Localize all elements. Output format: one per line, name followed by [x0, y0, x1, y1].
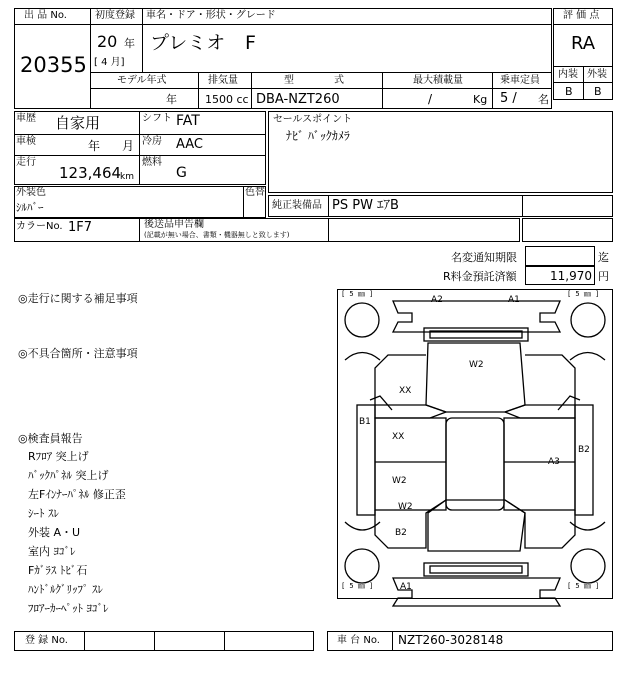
equipment-label: 純正装備品	[272, 200, 322, 211]
fuel-label: 燃料	[142, 157, 162, 168]
chassis-no: NZT260-3028148	[398, 633, 504, 647]
wheel-front-left	[345, 303, 379, 337]
first-reg-year: 20	[97, 32, 118, 51]
tire-mark: [ 5 ㎜ ]	[567, 290, 600, 298]
inspector-item: ﾊﾝﾄﾞﾙｸﾞﾘｯﾌﾟ ｽﾚ	[28, 583, 103, 596]
first-reg-month: [ 4 月]	[94, 57, 125, 68]
front-fender-left	[375, 355, 426, 405]
model-type-label: 型 式	[284, 75, 344, 86]
history: 自家用	[55, 114, 101, 132]
tire-mark: [ 5 ㎜ ]	[341, 290, 374, 298]
side-right	[504, 418, 575, 510]
mileage: 123,464	[59, 164, 122, 182]
max-load-label: 最大積載量	[413, 75, 463, 86]
inspection-label: 車検	[16, 136, 36, 147]
model-type: DBA-NZT260	[256, 92, 340, 107]
model-year-unit: 年	[166, 93, 177, 106]
interior: B	[565, 85, 573, 98]
shift: FAT	[176, 113, 200, 129]
max-load-unit: Kg	[473, 93, 488, 106]
tire-mark: [ 5 ㎜ ]	[341, 582, 374, 590]
inspector-item: 室内 ﾖｺﾞﾚ	[28, 545, 76, 558]
history-label: 車歴	[16, 113, 36, 124]
exterior-label: 外装	[587, 69, 607, 80]
wheel-front-right	[571, 303, 605, 337]
car-name: プレミオ	[150, 32, 226, 54]
capacity-label: 乗車定員	[500, 75, 540, 86]
inspection-year: 年	[88, 139, 101, 153]
damage-label: B2	[395, 528, 407, 538]
first-reg-label: 初度登録	[95, 10, 135, 21]
mileage-unit: km	[120, 172, 134, 182]
damage-label: A1	[508, 295, 520, 305]
after-report-note: (記載が無い場合、書類・機器無しと致します)	[144, 231, 290, 239]
interior-label: 内装	[558, 69, 578, 80]
inspector-item: 外装 A・U	[28, 526, 81, 539]
model-year-label: モデル年式	[117, 75, 167, 86]
displacement: 1500 cc	[205, 93, 249, 106]
displacement-label: 排気量	[208, 75, 238, 86]
color-change-label: 色替	[245, 187, 265, 198]
damage-label: XX	[392, 432, 405, 442]
inspection-month: 月	[122, 139, 135, 153]
aircon-label: 冷房	[142, 136, 162, 147]
inspector-item: ﾌﾛｱｰｶｰﾍﾟｯﾄ ﾖｺﾞﾚ	[28, 602, 109, 615]
chassis-label: 車 台 No.	[337, 635, 380, 646]
inspector-item: Rﾌﾛｱ 突上げ	[28, 450, 89, 463]
grade: F	[245, 32, 256, 54]
color-no-label: カラーNo.	[16, 221, 63, 232]
equipment: PS PW ｴｱB	[332, 198, 399, 213]
color-no: 1F7	[68, 220, 93, 235]
inspector-item: ｼｰﾄ ｽﾚ	[28, 507, 59, 520]
damage-label: XX	[399, 386, 412, 396]
inspector-item: Fｶﾞﾗｽ ﾄﾋﾞ石	[28, 564, 88, 577]
rear-bumper	[393, 578, 560, 606]
defects-title: ◎不具合箇所・注意事項	[18, 347, 138, 360]
damage-label: A1	[400, 582, 412, 592]
front-fender-right	[525, 355, 575, 405]
max-load-slash: /	[428, 92, 433, 106]
recycle-value: 11,970	[550, 269, 592, 283]
after-report-label: 後送品申告欄	[144, 219, 204, 230]
front-plate	[424, 328, 528, 341]
wheel-rear-left	[345, 549, 379, 583]
roof	[446, 418, 504, 510]
damage-label: B2	[578, 445, 590, 455]
ext-color-label: 外装色	[16, 187, 46, 198]
sales-point-label: セールスポイント	[273, 114, 353, 125]
fuel: G	[176, 165, 187, 181]
inspector-title: ◎検査員報告	[18, 432, 83, 445]
lot-no-label: 出 品 No.	[24, 10, 67, 21]
name-change-unit: 迄	[598, 251, 609, 264]
inspector-item: ﾊﾞｯｸﾊﾟﾈﾙ 突上げ	[28, 469, 109, 482]
damage-label: W2	[392, 476, 407, 486]
rear-fender-right	[505, 500, 575, 548]
damage-label: W2	[469, 360, 484, 370]
name-change-label: 名変通知期限	[451, 251, 517, 264]
rating: RA	[571, 33, 596, 54]
recycle-label: R料金預託済額	[443, 270, 517, 283]
driving-title: ◎走行に関する補足事項	[18, 292, 138, 305]
sales-point: ﾅﾋﾞ ﾊﾞｯｸｶﾒﾗ	[286, 129, 350, 143]
side-left	[375, 418, 446, 510]
shift-label: シフト	[142, 113, 172, 124]
lot-no: 20355	[20, 53, 87, 77]
damage-label: W2	[398, 502, 413, 512]
car-info-label: 車名・ドア・形状・グレード	[146, 10, 276, 21]
reg-no-label: 登 録 No.	[25, 635, 68, 646]
rear-plate	[424, 563, 528, 576]
ext-color: ｼﾙﾊﾞｰ	[16, 201, 44, 214]
recycle-unit: 円	[598, 270, 609, 283]
tire-mark: [ 5 ㎜ ]	[567, 582, 600, 590]
rating-label: 評 価 点	[563, 10, 600, 21]
trunk	[428, 500, 525, 551]
capacity-unit: 名	[538, 93, 549, 106]
wheel-rear-right	[571, 549, 605, 583]
capacity: 5 /	[500, 91, 517, 106]
hood	[426, 343, 525, 412]
mileage-label: 走行	[16, 157, 36, 168]
first-reg-year-unit: 年	[124, 37, 135, 50]
damage-label: B1	[359, 417, 371, 427]
aircon: AAC	[176, 137, 203, 152]
exterior: B	[594, 85, 602, 98]
damage-label: A2	[431, 295, 443, 305]
inspector-item: 左Fｲﾝﾅｰﾊﾟﾈﾙ 修正歪	[28, 488, 126, 501]
damage-label: A3	[548, 457, 560, 467]
